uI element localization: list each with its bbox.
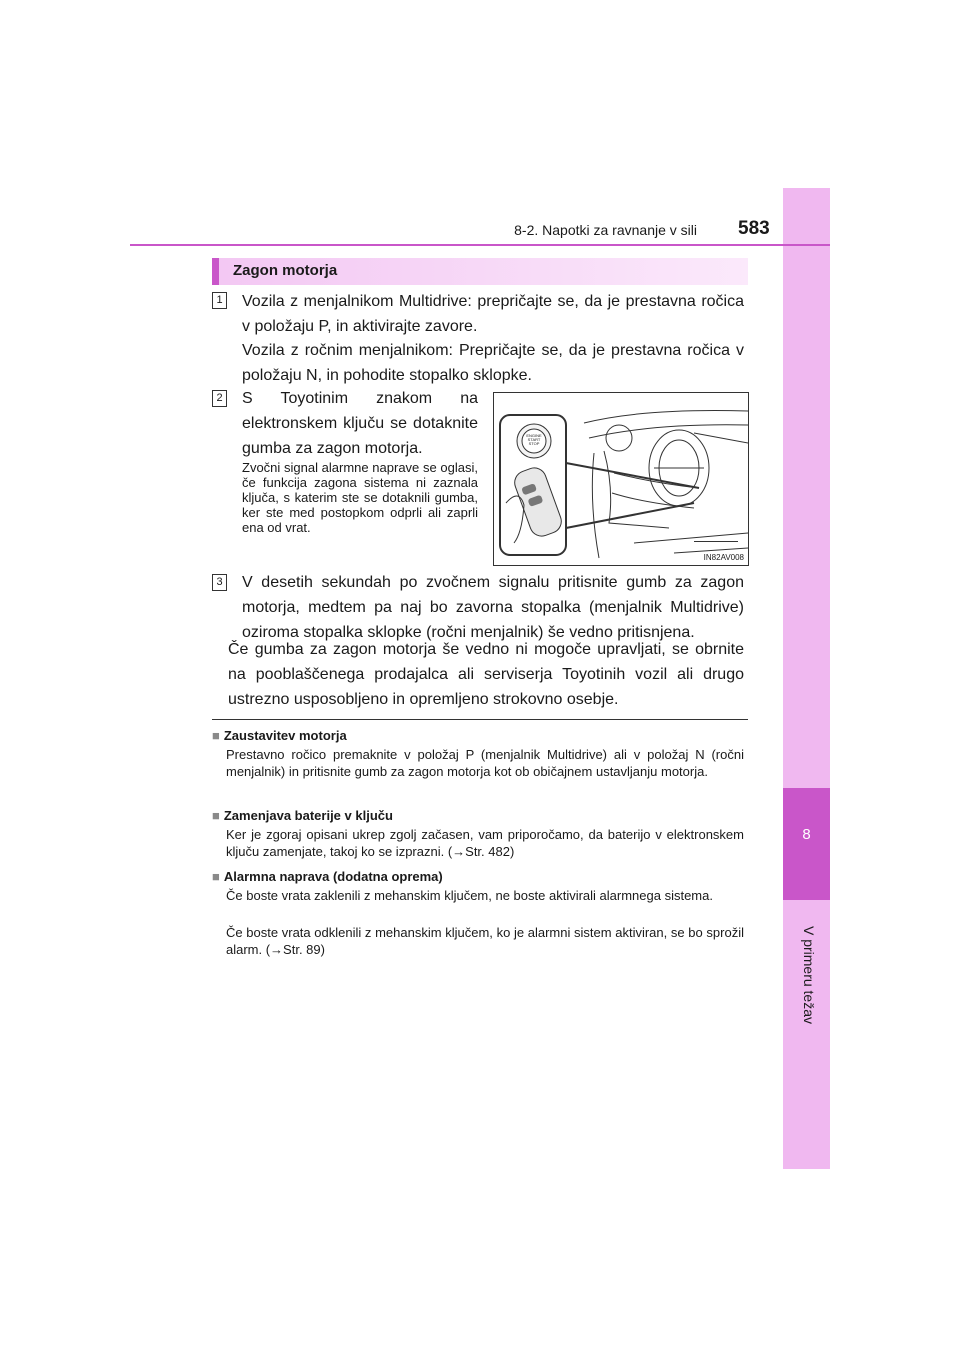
note-title-text: Alarmna naprava (dodatna oprema) [223,869,443,884]
chapter-tab-active [783,788,830,900]
figure-code: IN82AV008 [703,553,744,562]
button-word-start: START [527,437,541,442]
step-1-text-a: Vozila z menjalnikom Multidrive: prepričajte se, da je prestavna ročica v položaju P, in aktivirajte zavore. [242,293,744,335]
notes-divider [212,719,748,720]
note-body-alarm-2: Če boste vrata odklenili z mehanskim ključem, ko je alarmni sistem aktiviran, se bo sprožil alarm. (→Str. 89) [226,925,744,957]
note-title-stop-engine [212,728,347,743]
closing-paragraph: Če gumba za zagon motorja še vedno ni mogoče upravljati, se obrnite na pooblaščenega prodajalca ali serviserja Toyotinih vozil ali drugo ustrezno usposobljeno in opremljeno strokovno osebje. [228,641,744,708]
driver-key-drawing [494,393,748,565]
note-body-alarm: Če boste vrata zaklenili z mehanskim ključem, ne boste aktivirali alarmnega sistema. [226,888,713,903]
figure-code-rule [694,541,738,542]
step-1-text-b: Vozila z ročnim menjalnikom: Prepričajte se, da je prestavna ročica v položaju N, in pohodite stopalko sklopke. [242,342,744,384]
square-bullet-icon: ■ [212,869,220,884]
note-title-battery [212,808,393,823]
chapter-label: V primeru težav [801,925,817,1025]
engine-start-illustration [493,392,749,566]
section-title: 8-2. Napotki za ravnanje v sili [514,222,697,238]
note-title-text: Zaustavitev motorja [223,728,347,743]
button-word-engine: ENGINE [526,433,542,438]
section-heading [212,258,748,285]
step-number-1: 1 [212,292,227,309]
button-word-stop: STOP [528,441,540,446]
heading-text: Zagon motorja [233,262,338,279]
chapter-number: 8 [802,826,811,843]
page-number: 583 [738,218,770,239]
note-title-alarm [212,869,443,884]
step-number-2: 2 [212,390,227,407]
note-title-text: Zamenjava baterije v ključu [223,808,393,823]
square-bullet-icon: ■ [212,728,220,743]
step-2-note: Zvočni signal alarmne naprave se oglasi, če funkcija zagona sistema ni zaznala ključa, s katerim ste se dotaknili gumba, ker ste med postopkom odprli ali zaprli ena od vrat. [242,460,478,535]
note-body-battery: Ker je zgoraj opisani ukrep zgolj začasen, vam priporočamo, da baterijo v elektronskem ključu zamenjate, takoj ko se izprazni. (→Str. 482) [226,827,744,859]
note-body-stop-engine: Prestavno ročico premaknite v položaj P (menjalnik Multidrive) ali v položaj N (ročni menjalnik) in pritisnite gumb za zagon motorja kot ob običajnem ustavljanju motorja. [226,747,744,779]
step-3-text: V desetih sekundah po zvočnem signalu pritisnite gumb za zagon motorja, medtem pa naj bo zavorna stopalka (menjalnik Multidrive) oziroma stopalka sklopke (ročni menjalnik) še vedno pritisnjena. [242,574,744,641]
step-2-text: S Toyotinim znakom na elektronskem ključu se dotaknite gumba za zagon motorja. [242,390,478,457]
button-label [526,434,542,446]
header-rule [130,244,830,246]
square-bullet-icon: ■ [212,808,220,823]
step-number-3: 3 [212,574,227,591]
